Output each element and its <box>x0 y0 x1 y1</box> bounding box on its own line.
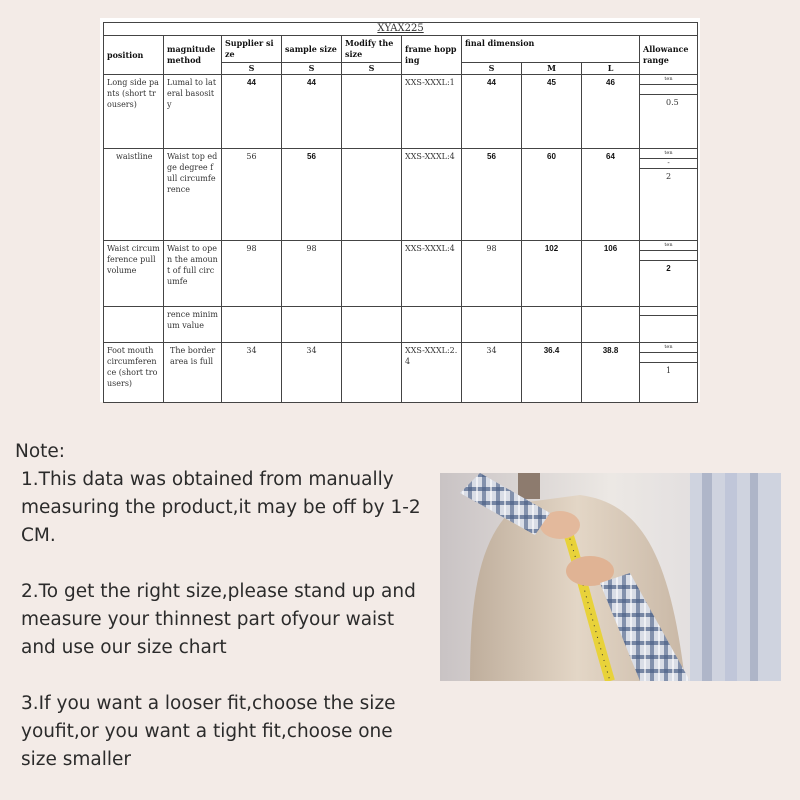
cell-final-l: 106 <box>582 241 640 307</box>
subheader-final-l: L <box>582 63 640 75</box>
allowance-value: 2 <box>666 264 671 273</box>
cell-method: The border area is full <box>164 343 222 403</box>
allowance-value: 0.5 <box>666 98 679 107</box>
allowance-mid: - <box>640 159 697 169</box>
cell-sample: 56 <box>282 149 342 241</box>
header-allowance-range: Allowance range <box>640 36 698 75</box>
cell-supplier: 56 <box>222 149 282 241</box>
cell-final-s <box>462 307 522 343</box>
cell-final-m: 36.4 <box>522 343 582 403</box>
cell-position: Waist circumference pull volume <box>104 241 164 307</box>
cell-modify <box>342 307 402 343</box>
cell-method: Lumal to lateral basosity <box>164 75 222 149</box>
cell-position: Foot mouth circumference (short trousers) <box>104 343 164 403</box>
cell-position: Long side pants (short trousers) <box>104 75 164 149</box>
measuring-tape-mannequin-photo <box>440 473 781 681</box>
cell-frame: XXS-XXXL:1 <box>402 75 462 149</box>
cell-method: Waist top edge degree full circumference <box>164 149 222 241</box>
subheader-final-s: S <box>462 63 522 75</box>
cell-frame: XXS-XXXL:2.4 <box>402 343 462 403</box>
subheader-sample-s: S <box>282 63 342 75</box>
subheader-final-m: M <box>522 63 582 75</box>
cell-method: Waist to open the amount of full circumfe <box>164 241 222 307</box>
allowance-unit: ten <box>640 343 697 353</box>
cell-supplier: 34 <box>222 343 282 403</box>
cell-frame: XXS-XXXL:4 <box>402 149 462 241</box>
header-position: position <box>104 36 164 75</box>
table-row <box>104 149 698 241</box>
table-row <box>104 241 698 307</box>
allowance-value: 2 <box>666 172 672 181</box>
cell-final-l: 64 <box>582 149 640 241</box>
header-modify-size: Modify the size <box>342 36 402 63</box>
cell-final-m <box>522 307 582 343</box>
subheader-modify-s: S <box>342 63 402 75</box>
allowance-unit: ten <box>640 149 697 159</box>
table-row <box>104 307 698 343</box>
cell-final-m: 45 <box>522 75 582 149</box>
allowance-unit: ten <box>640 75 697 85</box>
allowance-value: 1 <box>665 366 672 375</box>
table-row <box>104 343 698 403</box>
size-chart-sheet <box>100 18 700 402</box>
cell-final-l: 38.8 <box>582 343 640 403</box>
cell-allowance <box>640 307 698 343</box>
header-supplier-size: Supplier size <box>222 36 282 63</box>
cell-final-s: 44 <box>462 75 522 149</box>
cell-sample: 44 <box>282 75 342 149</box>
subheader-supplier-s: S <box>222 63 282 75</box>
note-item-3: 3.If you want a looser fit,choose the size youfit,or you want a tight fit,choose one size smaller <box>21 693 396 770</box>
allowance-unit: ten <box>640 241 697 251</box>
cell-modify <box>342 149 402 241</box>
cell-final-m: 102 <box>522 241 582 307</box>
cell-supplier: 44 <box>222 75 282 149</box>
table-title: XYAX225 <box>104 23 698 36</box>
cell-sample: 34 <box>282 343 342 403</box>
allowance-mid <box>640 85 697 95</box>
cell-final-l: 46 <box>582 75 640 149</box>
photo-illustration <box>440 473 781 681</box>
cell-method: rence minimum value <box>164 307 222 343</box>
cell-final-s: 56 <box>462 149 522 241</box>
cell-final-l <box>582 307 640 343</box>
header-frame-hopping: frame hopping <box>402 36 462 75</box>
cell-sample: 98 <box>282 241 342 307</box>
cell-modify <box>342 75 402 149</box>
cell-final-s: 98 <box>462 241 522 307</box>
cell-sample <box>282 307 342 343</box>
cell-allowance <box>640 75 698 149</box>
note-block <box>15 438 425 774</box>
note-heading: Note: <box>15 441 66 462</box>
cell-allowance <box>640 149 698 241</box>
cell-frame: XXS-XXXL:4 <box>402 241 462 307</box>
cell-allowance <box>640 241 698 307</box>
note-item-1: 1.This data was obtained from manually measuring the product,it may be off by 1-2 CM. <box>21 469 421 546</box>
header-sample-size: sample size <box>282 36 342 63</box>
cell-final-m: 60 <box>522 149 582 241</box>
cell-final-s: 34 <box>462 343 522 403</box>
cell-position: waistline <box>104 149 164 241</box>
cell-supplier <box>222 307 282 343</box>
table-row <box>104 75 698 149</box>
cell-frame <box>402 307 462 343</box>
note-item-2: 2.To get the right size,please stand up and measure your thinnest part ofyour waist and use our size chart <box>21 581 416 658</box>
size-chart-table <box>103 22 698 403</box>
cell-modify <box>342 241 402 307</box>
cell-position <box>104 307 164 343</box>
cell-allowance <box>640 343 698 403</box>
allowance-unit <box>640 307 697 316</box>
cell-modify <box>342 343 402 403</box>
header-method: magnitude method <box>164 36 222 75</box>
header-final-dimension: final dimension <box>462 36 640 63</box>
allowance-mid <box>640 353 697 363</box>
cell-supplier: 98 <box>222 241 282 307</box>
allowance-mid <box>640 251 697 261</box>
